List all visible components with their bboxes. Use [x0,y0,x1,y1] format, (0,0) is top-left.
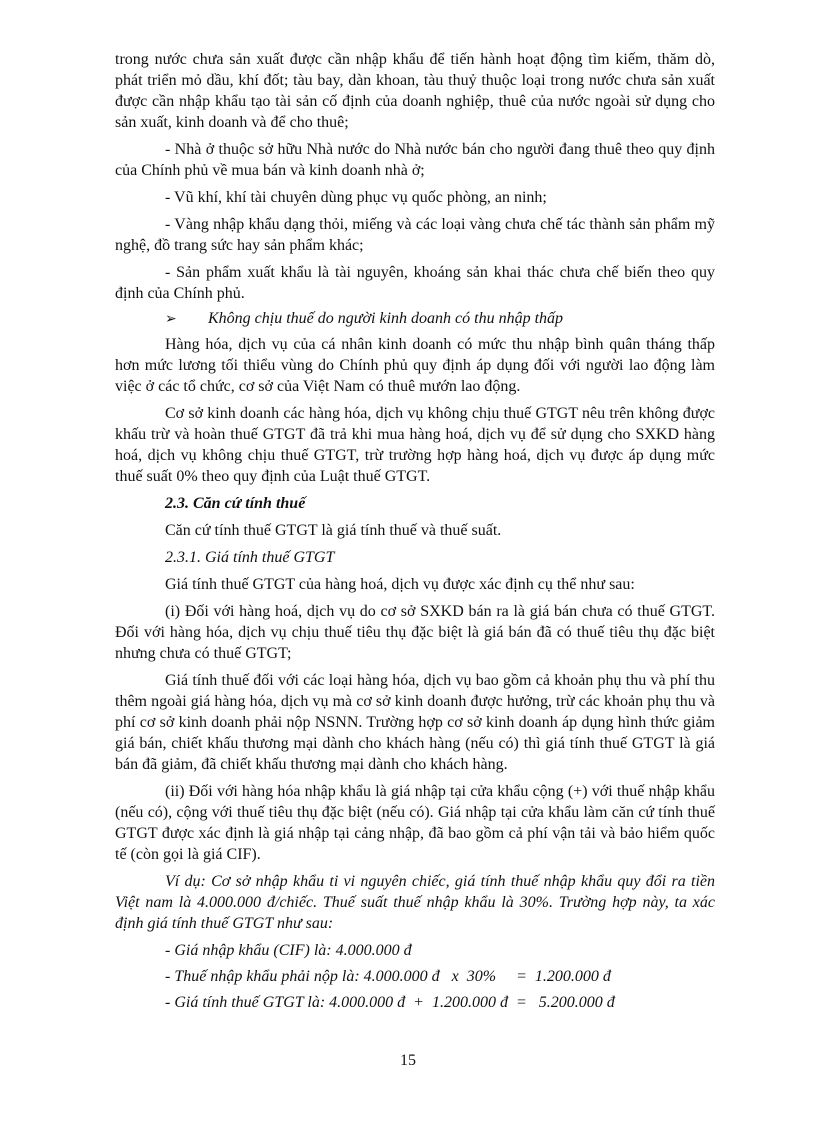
page-number: 15 [400,1052,416,1069]
paragraph-continued: trong nước chưa sản xuất được cần nhập khẩu để tiến hành hoạt động tìm kiếm, thăm dò, phát triển mỏ dầu, khí đốt; tàu bay, dàn khoan, tàu thuỷ thuộc loại trong nước chưa sản xuất được cần nhập khẩu tạo tài sản cố định của doanh nghiệp, thuê của nước ngoài sử dụng cho sản xuất, kinh doanh và để cho thuê; [115,51,715,131]
paragraph-no-deduction: Cơ sở kinh doanh các hàng hóa, dịch vụ không chịu thuế GTGT nêu trên không được khấu trừ và hoàn thuế GTGT đã trả khi mua hàng hoá, dịch vụ để sử dụng cho SXKD hàng hoá, dịch vụ không chịu thuế GTGT, trừ trường hợp hàng hoá, dịch vụ được áp dụng mức thuế suất 0% theo quy định của Luật thuế GTGT. [115,405,715,485]
paragraph-low-income: Hàng hóa, dịch vụ của cá nhân kinh doanh có mức thu nhập bình quân tháng thấp hơn mức lương tối thiểu vùng do Chính phủ quy định áp dụng đối với người lao động làm việc ở các tổ chức, cơ sở của Việt Nam có thuê mướn lao động. [115,336,715,395]
paragraph-case-ii: (ii) Đối với hàng hóa nhập khẩu là giá nhập tại cửa khẩu cộng (+) với thuế nhập khẩu (nếu có), cộng với thuế tiêu thụ đặc biệt (nếu có). Giá nhập tại cửa khẩu làm căn cứ tính thuế GTGT được xác định là giá nhập tại cảng nhập, đã bao gồm cả phí vận tải và bảo hiểm quốc tế (còn gọi là giá CIF). [115,783,715,863]
section-heading: 2.3. Căn cứ tính thuế [165,495,306,512]
list-item-housing: - Nhà ở thuộc sở hữu Nhà nước do Nhà nước bán cho người đang thuê theo quy định của Chính phủ về mua bán và kinh doanh nhà ở; [115,141,715,179]
paragraph-case-i: (i) Đối với hàng hoá, dịch vụ do cơ sở SXKD bán ra là giá bán chưa có thuế GTGT. Đối với hàng hóa, dịch vụ chịu thuế tiêu thụ đặc biệt là giá bán đã có thuế tiêu thụ đặc biệt nhưng chưa có thuế GTGT; [115,603,715,662]
example-line-import-tax: - Thuế nhập khẩu phải nộp là: 4.000.000 đ x 30% = 1.200.000 đ [165,968,611,985]
list-item-resources: - Sản phẩm xuất khẩu là tài nguyên, khoáng sản khai thác chưa chế biến theo quy định của Chính phủ. [115,264,715,302]
arrow-bullet-icon: ➢ [165,312,177,327]
paragraph-basis: Căn cứ tính thuế GTGT là giá tính thuế và thuế suất. [165,522,502,539]
example-paragraph: Ví dụ: Cơ sở nhập khẩu ti vi nguyên chiếc, giá tính thuế nhập khẩu quy đổi ra tiền Việt nam là 4.000.000 đ/chiếc. Thuế suất thuế nhập khẩu là 30%. Trường hợp này, ta xác định giá tính thuế GTGT như sau: [115,873,715,932]
subsection-heading: 2.3.1. Giá tính thuế GTGT [165,549,335,566]
paragraph-price-intro: Giá tính thuế GTGT của hàng hoá, dịch vụ được xác định cụ thể như sau: [165,576,635,593]
list-item-gold: - Vàng nhập khẩu dạng thỏi, miếng và các loại vàng chưa chế tác thành sản phẩm mỹ nghệ, đồ trang sức hay sản phẩm khác; [115,216,715,254]
list-item-weapons: - Vũ khí, khí tài chuyên dùng phục vụ quốc phòng, an ninh; [165,189,547,206]
document-page [115,49,715,1018]
paragraph-surcharge: Giá tính thuế đối với các loại hàng hóa, dịch vụ bao gồm cả khoản phụ thu và phí thu thêm ngoài giá hàng hóa, dịch vụ mà cơ sở kinh doanh được hưởng, trừ các khoản phụ thu và phí cơ sở kinh doanh phải nộp NSNN. Trường hợp cơ sở kinh doanh áp dụng hình thức giảm giá bán, chiết khấu thương mại dành cho khách hàng (nếu có) thì giá tính thuế GTGT là giá bán đã giảm, đã chiết khấu thương mại dành cho khách hàng. [115,672,715,773]
bullet-heading-text: Không chịu thuế do người kinh doanh có thu nhập thấp [208,310,564,327]
bullet-heading [165,310,715,328]
example-line-cif: - Giá nhập khẩu (CIF) là: 4.000.000 đ [165,942,412,959]
example-line-vat-price: - Giá tính thuế GTGT là: 4.000.000 đ + 1.200.000 đ = 5.200.000 đ [165,994,615,1011]
